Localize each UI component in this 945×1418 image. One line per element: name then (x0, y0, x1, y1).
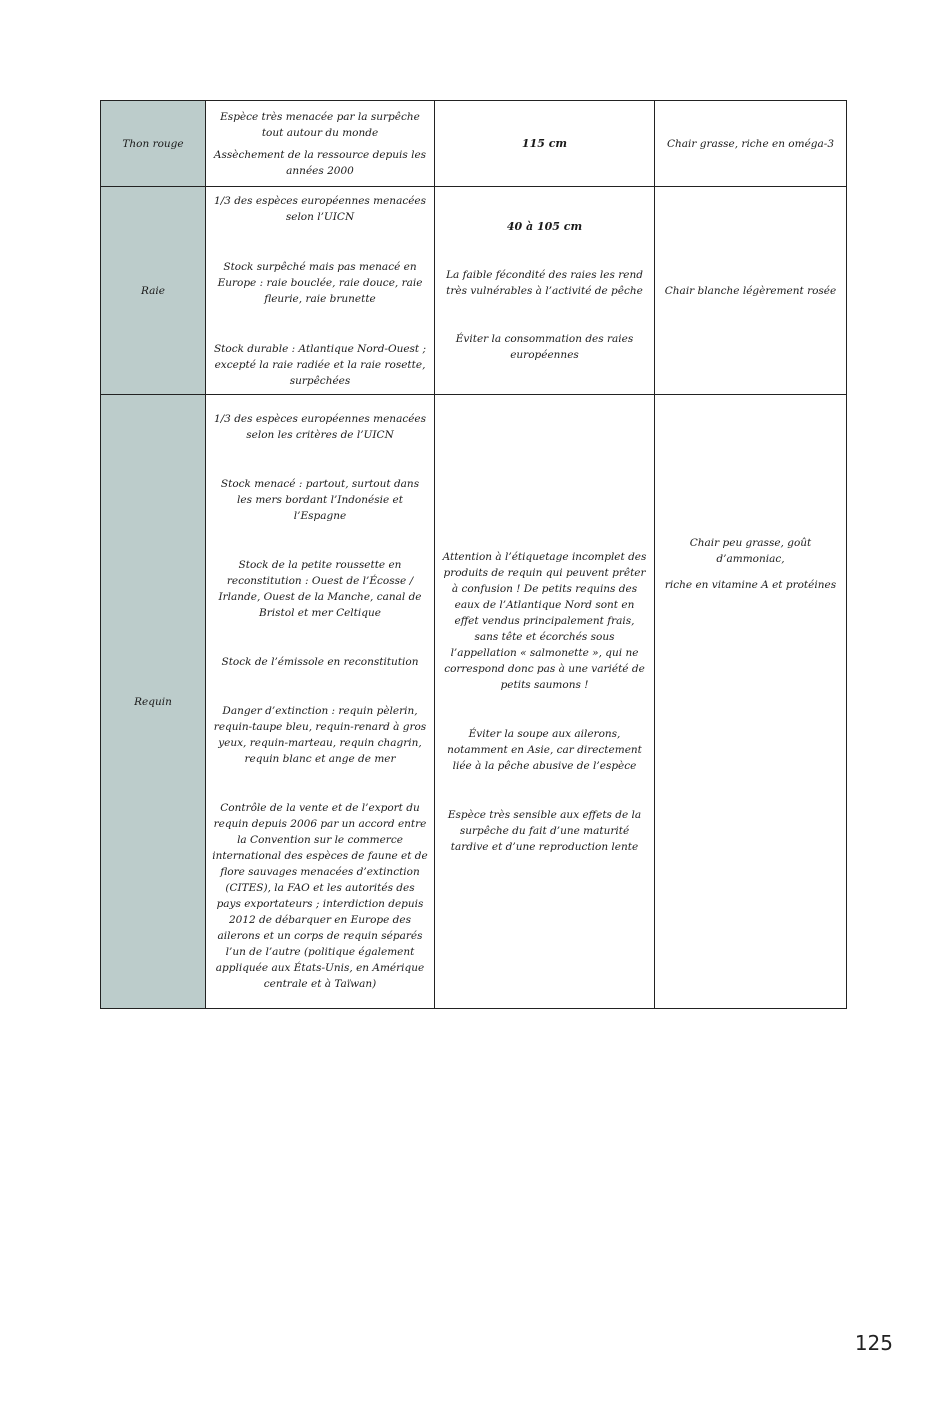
status-text: 1/3 des espèces européennes menacées selon les critères de l’UICN (213, 413, 427, 441)
size-cell (435, 101, 655, 187)
flesh-text: Chair blanche légèrement rosée (664, 284, 837, 297)
status-text: 1/3 des espèces européennes menacées selon l’UICN (213, 194, 427, 223)
status-text: Stock durable : Atlantique Nord-Ouest ; excepté la raie radiée et la raie rosette, surpêchées (213, 342, 427, 387)
flesh-cell (655, 187, 847, 395)
species-name: Raie (101, 187, 206, 395)
table-row (101, 101, 847, 187)
note-text: Éviter la soupe aux ailerons, notamment en Asie, car directement liée à la pêche abusive de l’espèce (447, 727, 642, 772)
status-text: Stock de la petite roussette en reconstitution : Ouest de l’Écosse / Irlande, Ouest de la Manche, canal de Bristol et mer Celtique (218, 559, 422, 619)
status-cell (206, 101, 435, 187)
flesh-text: riche en vitamine A et protéines (664, 579, 837, 591)
flesh-text: Chair peu grasse, goût d’ammoniac, (689, 537, 812, 565)
status-text: Stock menacé : partout, surtout dans les mers bordant l’Indonésie et l’Espagne (220, 478, 420, 522)
flesh-text: Chair grasse, riche en oméga-3 (666, 137, 835, 150)
status-text: Stock surpêché mais pas menacé en Europe : raie bouclée, raie douce, raie fleurie, raie brunette (217, 260, 423, 305)
status-text: Assèchement de la ressource depuis les années 2000 (213, 148, 427, 177)
size-text: 115 cm (521, 136, 568, 150)
note-text: Espèce très sensible aux effets de la surpêche du fait d’une maturité tardive et d’une reproduction lente (447, 808, 642, 853)
note-text: Éviter la consommation des raies européennes (455, 332, 634, 361)
table-row (101, 395, 847, 1009)
size-cell (435, 187, 655, 395)
page-number: 125 (854, 1331, 893, 1355)
size-text: 40 à 105 cm (506, 219, 583, 233)
species-name: Thon rouge (101, 101, 206, 187)
flesh-cell (655, 395, 847, 1009)
status-text: Espèce très menacée par la surpêche tout autour du monde (220, 110, 420, 139)
status-cell (206, 187, 435, 395)
species-table (100, 100, 847, 1009)
status-text: Danger d’extinction : requin pèlerin, requin-taupe bleu, requin-renard à gros yeux, requin-marteau, requin chagrin, requin blanc et ange de mer (213, 705, 427, 765)
status-text: Stock de l’émissole en reconstitution (221, 656, 419, 668)
table-row (101, 187, 847, 395)
note-text: La faible fécondité des raies les rend très vulnérables à l’activité de pêche (446, 268, 643, 297)
flesh-cell (655, 101, 847, 187)
status-cell (206, 395, 435, 1009)
species-name: Requin (101, 395, 206, 1009)
notes-cell (435, 395, 655, 1009)
status-text: Contrôle de la vente et de l’export du requin depuis 2006 par un accord entre la Convention sur le commerce international des espèces de faune et de flore sauvages menacées d’extinction (CITES), la FAO et les autorités des pays exportateurs ; interdiction depuis 2012 de débarquer en Europe des ailerons et un corps de requin séparés l’un de l’autre (politique également appliquée aux États-Unis, en Amérique centrale et à Taïwan) (212, 802, 428, 990)
note-text: Attention à l’étiquetage incomplet des produits de requin qui peuvent prêter à confusion ! De petits requins des eaux de l’Atlantique Nord sont en effet vendus principalement frais, sans tête et écorchés sous l’appellation « salmonette », qui ne correspond donc pas à une variété de petits saumons ! (442, 550, 647, 691)
